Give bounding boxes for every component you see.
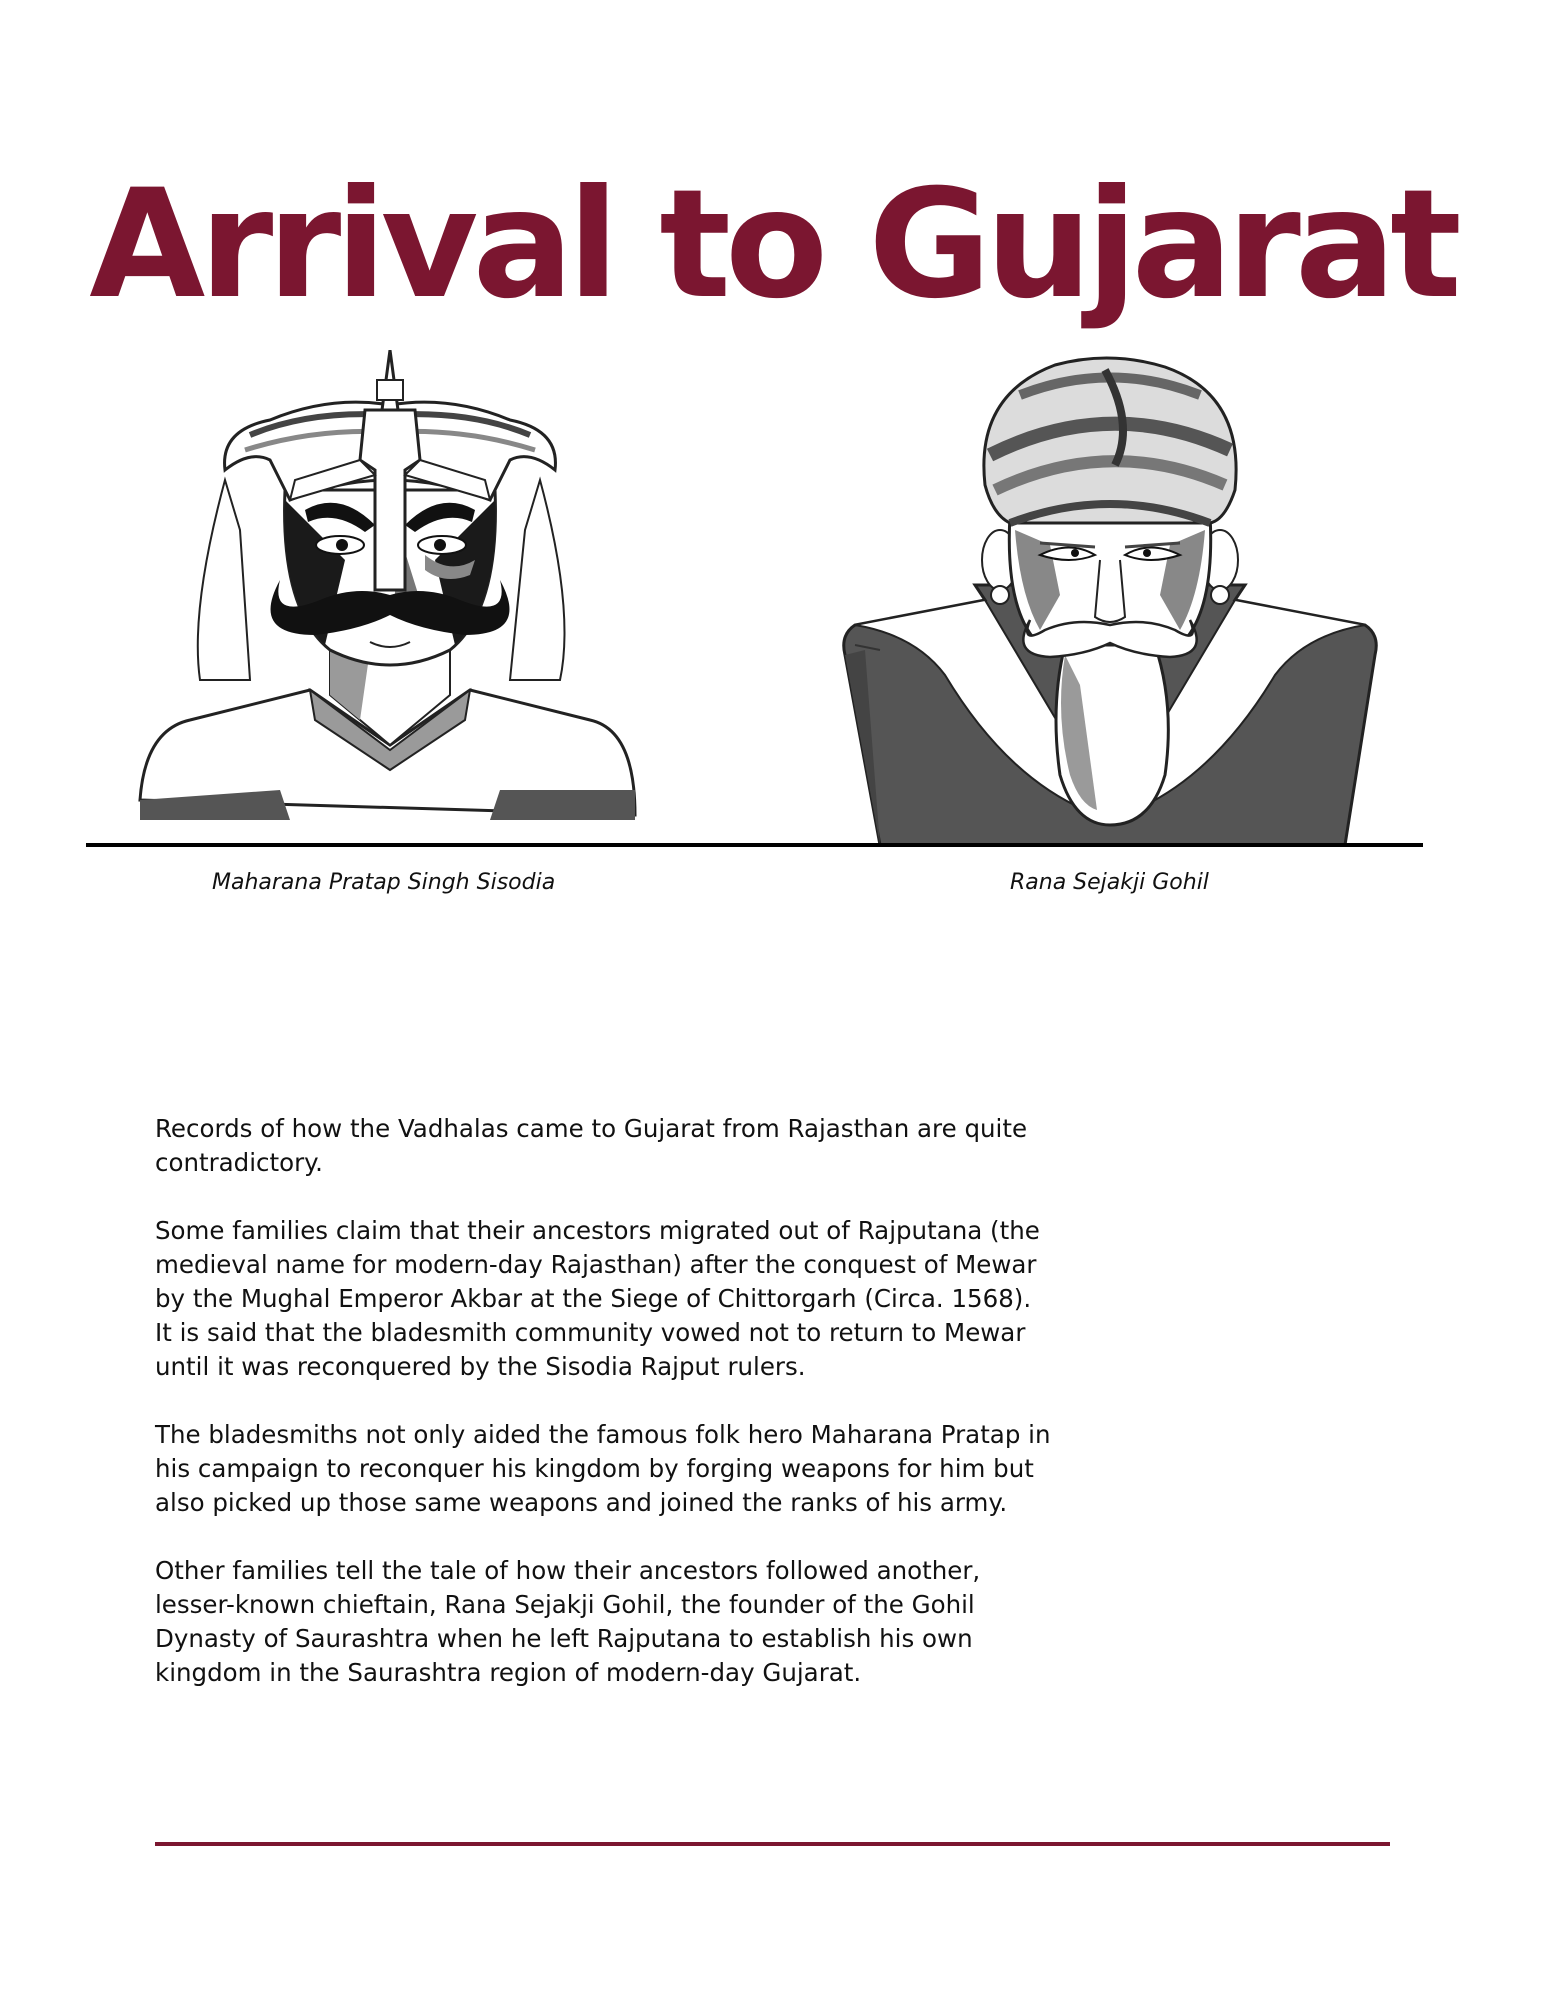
body-text (155, 1112, 1055, 1724)
turbaned-elder-portrait-illustration (835, 355, 1385, 850)
portrait-maharana-pratap (130, 350, 650, 825)
paragraph: The bladesmiths not only aided the famous folk hero Maharana Pratap in his campaign to reconquer his kingdom by forging weapons for him but also picked up those same weapons and joined the ranks of his army. (155, 1420, 1051, 1517)
page-title: Arrival to Gujarat (89, 158, 1456, 332)
portrait-caption-left: Maharana Pratap Singh Sisodia (212, 870, 556, 895)
paragraph: Other families tell the tale of how their ancestors followed another, lesser-known chieftain, Rana Sejakji Gohil, the founder of the Gohil Dynasty of Saurashtra when he left Rajputana to establish his own kingdom in the Saurashtra region of modern-day Gujarat. (155, 1556, 981, 1687)
portrait-rana-sejakji (835, 355, 1385, 850)
warrior-portrait-illustration (130, 350, 650, 825)
portrait-caption-right: Rana Sejakji Gohil (1010, 870, 1209, 895)
bottom-divider (155, 1842, 1390, 1846)
portrait-baseline-divider (86, 843, 1423, 847)
paragraph: Some families claim that their ancestors migrated out of Rajputana (the medieval name for modern-day Rajasthan) after the conquest of Mewar by the Mughal Emperor Akbar at the Siege of Chittorgarh (Circa. 1568). It is said that the bladesmith community vowed not to return to Mewar until it was reconquered by the Sisodia Rajput rulers. (155, 1216, 1040, 1381)
paragraph: Records of how the Vadhalas came to Gujarat from Rajasthan are quite contradictory. (155, 1114, 1028, 1177)
